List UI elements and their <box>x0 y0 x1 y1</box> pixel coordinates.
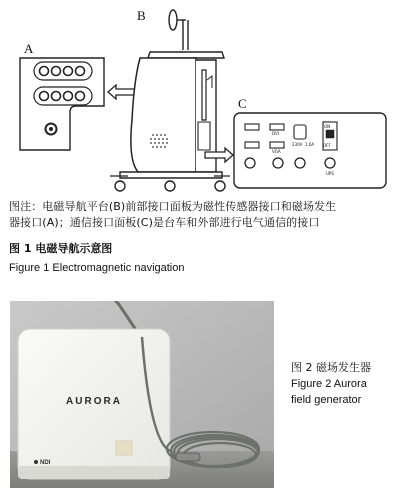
panel-a <box>20 58 104 150</box>
navigation-cart <box>110 10 230 191</box>
svg-text:VGA: VGA <box>272 149 281 154</box>
svg-text:OFF: OFF <box>323 143 331 148</box>
figure1-diagram <box>0 0 403 200</box>
label-c: C <box>238 96 247 111</box>
svg-text:1.6A: 1.6A <box>305 142 315 147</box>
figure1-note-line1: 图注：电磁导航平台(B)前部接口面板为磁性传感器接口和磁场发生 <box>9 200 337 213</box>
label-b: B <box>137 8 146 23</box>
figure2-caption <box>291 360 371 408</box>
svg-text:230V: 230V <box>292 142 303 147</box>
figure1-note-line2: 器接口(A)；通信接口面板(C)是台车和外部进行电气通信的接口 <box>9 216 320 229</box>
figure1-caption-cn: 图 1 电磁导航示意图 <box>9 242 113 255</box>
figure1-note <box>9 199 401 231</box>
ndi-logo-text: NDI <box>40 460 51 466</box>
figure2-caption-en-line1: Figure 2 Aurora <box>291 378 367 390</box>
panel-c <box>234 113 386 188</box>
aurora-logo-text: AURORA <box>66 396 122 407</box>
figure2-caption-en-line2: field generator <box>291 394 362 406</box>
figure2-photo <box>10 301 274 488</box>
svg-text:ON: ON <box>324 124 331 129</box>
svg-text:DVI: DVI <box>272 131 279 136</box>
field-generator-illustration <box>10 301 274 488</box>
svg-text:UPS: UPS <box>326 171 334 176</box>
figure2-caption-cn: 图 2 磁场发生器 <box>291 361 371 374</box>
figure1-caption-en: Figure 1 Electromagnetic navigation <box>9 262 185 274</box>
label-a: A <box>24 41 34 56</box>
